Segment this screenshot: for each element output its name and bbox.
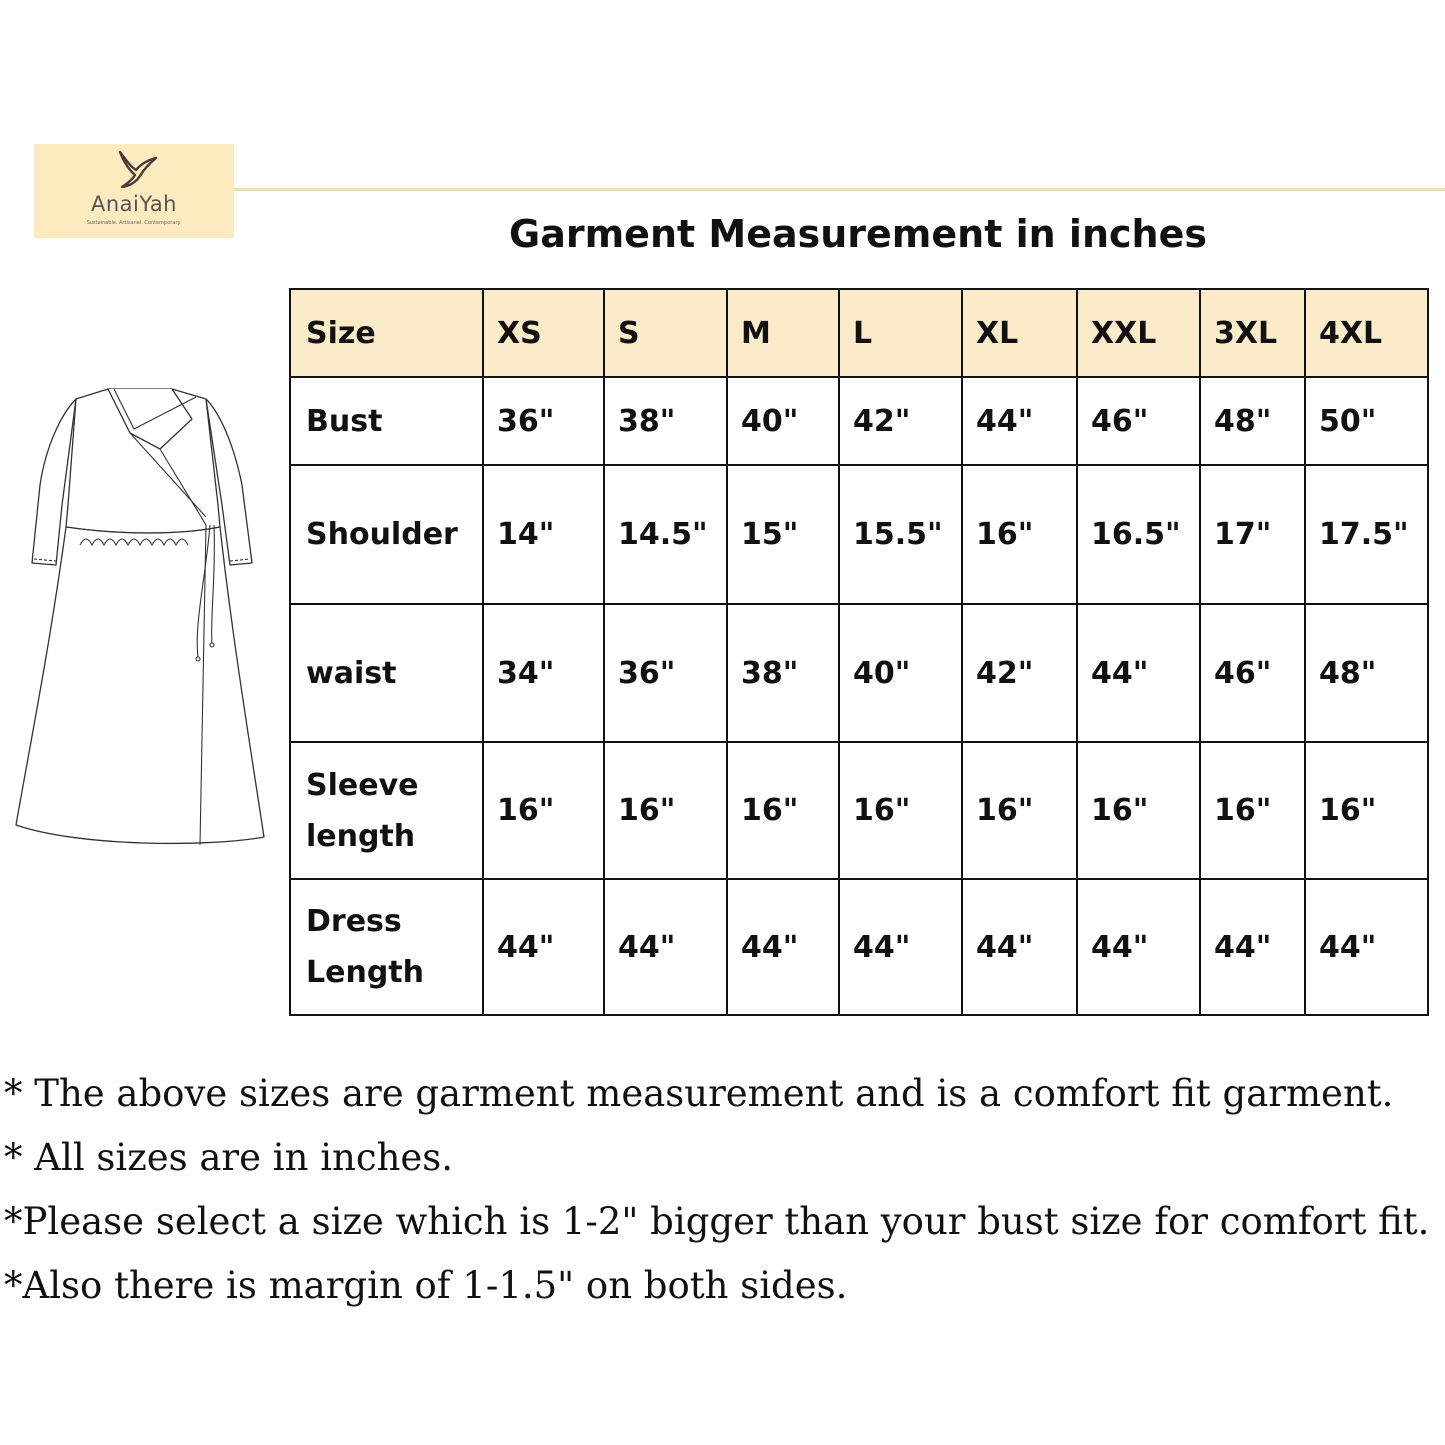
note-select-size: *Please select a size which is 1-2" bigger than your bust size for comfort fit. [4,1200,1430,1243]
header-cell-xs: XS [483,289,604,377]
table-row-sleeve-length [290,742,1428,879]
table-cell: 16.5" [1077,465,1200,604]
table-cell: 46" [1077,377,1200,465]
table-cell: 15.5" [839,465,962,604]
table-row-dress-length [290,879,1428,1015]
dress-sketch-icon [10,385,272,845]
table-row-waist [290,604,1428,742]
table-cell: 44" [962,879,1077,1015]
note-inches: * All sizes are in inches. [4,1136,454,1179]
note-comfort-fit: * The above sizes are garment measurement and is a comfort fit garment. [4,1072,1394,1115]
table-cell: 38" [727,604,839,742]
table-cell: 16" [839,742,962,879]
row-label: Sleeve length [290,742,483,879]
table-cell: 44" [839,879,962,1015]
table-cell: 14.5" [604,465,727,604]
table-row-bust [290,377,1428,465]
table-cell: 16" [962,742,1077,879]
size-notes [4,1065,1429,1321]
row-label: Bust [290,377,483,465]
table-cell: 44" [1077,604,1200,742]
table-cell: 17.5" [1305,465,1428,604]
table-header-row [290,289,1428,377]
table-cell: 16" [962,465,1077,604]
table-cell: 15" [727,465,839,604]
table-cell: 42" [962,604,1077,742]
table-cell: 16" [604,742,727,879]
table-cell: 16" [1077,742,1200,879]
table-cell: 46" [1200,604,1305,742]
page-title: Garment Measurement in inches [509,212,1207,256]
table-cell: 48" [1305,604,1428,742]
row-label: waist [290,604,483,742]
table-row-shoulder [290,465,1428,604]
table-cell: 44" [483,879,604,1015]
table-cell: 44" [727,879,839,1015]
table-cell: 44" [1305,879,1428,1015]
table-cell: 16" [727,742,839,879]
table-cell: 36" [604,604,727,742]
header-cell-s: S [604,289,727,377]
header-divider [234,188,1445,191]
brand-tagline: Sustainable. Artisanal. Contemporary. [86,220,182,226]
size-chart-table [289,288,1429,1016]
header-cell-xxl: XXL [1077,289,1200,377]
header-cell-l: L [839,289,962,377]
table-cell: 36" [483,377,604,465]
table-cell: 16" [1200,742,1305,879]
table-cell: 38" [604,377,727,465]
header-cell-4xl: 4XL [1305,289,1428,377]
header-cell-xl: XL [962,289,1077,377]
table-cell: 16" [483,742,604,879]
brand-name: AnaiYah [91,192,177,216]
table-cell: 16" [1305,742,1428,879]
table-cell: 50" [1305,377,1428,465]
table-cell: 44" [1077,879,1200,1015]
header-cell-m: M [727,289,839,377]
header-cell-size: Size [290,289,483,377]
table-cell: 14" [483,465,604,604]
table-cell: 44" [962,377,1077,465]
table-cell: 40" [839,604,962,742]
brand-logo [34,144,234,238]
row-label: Dress Length [290,879,483,1015]
table-cell: 34" [483,604,604,742]
note-margin: *Also there is margin of 1-1.5" on both sides. [4,1264,848,1307]
table-cell: 48" [1200,377,1305,465]
table-cell: 17" [1200,465,1305,604]
table-cell: 42" [839,377,962,465]
header-cell-3xl: 3XL [1200,289,1305,377]
table-cell: 44" [1200,879,1305,1015]
row-label: Shoulder [290,465,483,604]
bird-logo-icon [114,146,160,190]
table-cell: 40" [727,377,839,465]
table-cell: 44" [604,879,727,1015]
